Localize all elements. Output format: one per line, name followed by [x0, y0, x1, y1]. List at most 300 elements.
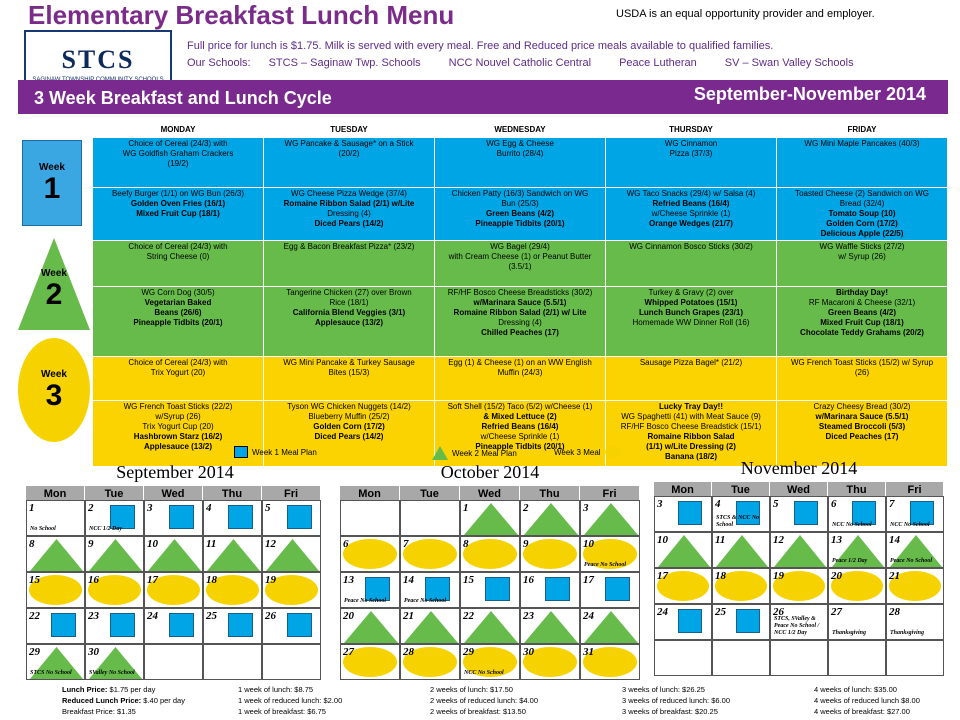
menu-header-row — [93, 121, 948, 138]
menu-item: Egg (1) & Cheese (1) on an WW English — [448, 358, 592, 367]
footer-col — [430, 684, 538, 717]
date-number: 14 — [403, 574, 414, 586]
calendar-day-cell — [203, 608, 262, 644]
date-number: 11 — [715, 534, 726, 546]
footer-line: 1 week of lunch: $8.75 — [238, 685, 314, 694]
menu-item: String Cheese (0) — [146, 252, 210, 261]
menu-item: Lucky Tray Day!! — [658, 402, 724, 411]
menu-item: w/Cheese Sprinkle (1) — [651, 209, 731, 218]
date-number: 3 — [147, 502, 153, 514]
menu-item: WG French Toast Sticks (22/2) — [123, 402, 233, 411]
menu-item: w/Cheese Sprinkle (1) — [480, 432, 560, 441]
square-icon — [794, 501, 818, 525]
menu-cell — [93, 357, 264, 401]
calendar-day-header: Mon — [654, 482, 712, 496]
menu-item: Hashbrown Starz (16/2) — [133, 432, 223, 441]
menu-item: Bites (15/3) — [328, 368, 370, 377]
menu-item: Lunch Bunch Grapes (23/1) — [638, 308, 744, 317]
menu-cell — [777, 401, 948, 467]
school-item: Peace Lutheran — [619, 57, 697, 69]
circle-icon — [343, 539, 397, 569]
menu-item: RF/HF Bosco Cheese Breadstick (15/1) — [620, 422, 762, 431]
menu-item: with Cream Cheese (1) or Peanut Butter — [448, 252, 592, 261]
date-note: Peace 1/2 Day — [832, 558, 868, 564]
week-number: 2 — [45, 277, 63, 311]
menu-item: (26) — [854, 368, 870, 377]
menu-item: Beefy Burger (1/1) on WG Bun (26/3) — [111, 189, 245, 198]
menu-item: Soft Shell (15/2) Taco (5/2) w/Cheese (1) — [447, 402, 593, 411]
date-number: 7 — [889, 498, 895, 510]
week-3-badge — [18, 338, 90, 442]
calendar-day-cell — [770, 604, 828, 640]
calendar-day-cell — [654, 604, 712, 640]
menu-item: Tangerine Chicken (27) over Brown — [286, 288, 412, 297]
date-number: 25 — [715, 606, 726, 618]
date-number: 22 — [463, 610, 474, 622]
menu-item: WG Corn Dog (30/5) — [141, 288, 215, 297]
date-number: 20 — [831, 570, 842, 582]
calendar-title: November 2014 — [740, 458, 858, 478]
menu-cell — [93, 188, 264, 241]
menu-item: Orange Wedges (21/7) — [649, 219, 733, 228]
menu-item: Green Beans (4/2) — [485, 209, 555, 218]
menu-item: (3.5/1) — [508, 262, 532, 271]
footer-col — [622, 684, 730, 717]
menu-item: Romaine Ribbon Salad (2/1) w/ Lite — [453, 308, 587, 317]
school-item: SV – Swan Valley Schools — [724, 57, 854, 69]
calendar-day-header: Mon — [26, 486, 85, 500]
menu-item: WG French Toast Sticks (15/2) w/ Syrup — [790, 358, 934, 367]
menu-item: w/Marinara Sauce (5.5/1) — [815, 412, 909, 421]
date-number: 24 — [657, 606, 668, 618]
page-title: Elementary Breakfast Lunch Menu — [28, 0, 455, 30]
triangle-icon — [30, 539, 83, 571]
footer-line: 4 weeks of breakfast: $27.00 — [814, 707, 910, 716]
calendar-day-cell — [886, 568, 944, 604]
date-note: NCC No School — [832, 522, 872, 528]
menu-item: Muffin (24/3) — [497, 368, 543, 377]
date-number: 24 — [147, 610, 158, 622]
circle-icon — [605, 446, 621, 458]
menu-cell — [606, 401, 777, 467]
calendar-day-cell — [460, 572, 520, 608]
date-number: 17 — [147, 574, 158, 586]
calendar-day-cell — [520, 500, 580, 536]
date-number: 19 — [773, 570, 784, 582]
menu-item: Golden Corn (17/2) — [313, 422, 385, 431]
calendar-day-header: Tue — [712, 482, 770, 496]
footer-col — [62, 684, 185, 717]
date-number: 11 — [206, 538, 217, 550]
menu-row — [93, 188, 948, 241]
date-number: 18 — [206, 574, 217, 586]
calendar-day-cell — [400, 644, 460, 680]
footer-value: $1.75 per day — [107, 685, 156, 694]
menu-item: (1/1) w/Lite Dressing (2) — [646, 442, 736, 451]
calendar-day-cell — [580, 500, 640, 536]
triangle-icon — [432, 446, 448, 460]
footer-line: 4 weeks of lunch: $35.00 — [814, 685, 897, 694]
date-number: 5 — [265, 502, 271, 514]
cycle-title: 3 Week Breakfast and Lunch Cycle — [34, 88, 332, 108]
menu-cell — [264, 188, 435, 241]
date-number: 27 — [831, 606, 842, 618]
menu-row — [93, 401, 948, 467]
price-statement: Full price for lunch is $1.75. Milk is served with every meal. Free and Reduced price meals available to qualified families. — [187, 40, 774, 52]
calendar-day-cell — [85, 608, 144, 644]
menu-item: Mixed Fruit Cup (18/1) — [136, 209, 220, 218]
square-icon — [485, 577, 510, 601]
calendar-day-cell — [520, 572, 580, 608]
menu-table — [92, 120, 948, 467]
date-number: 17 — [583, 574, 594, 586]
calendar-day-header-row — [26, 486, 321, 500]
date-note: NCC 1/2 Day — [89, 526, 122, 532]
date-number: 10 — [583, 538, 594, 550]
date-number: 3 — [657, 498, 663, 510]
menu-row — [93, 287, 948, 357]
circle-icon — [463, 539, 517, 569]
calendar-day-cell — [712, 532, 770, 568]
date-number: 23 — [88, 610, 99, 622]
calendar-day-header: Tue — [400, 486, 460, 500]
menu-item: WG Mini Pancake & Turkey Sausage — [283, 358, 415, 367]
calendar-day-header: Thu — [520, 486, 580, 500]
footer-line: 1 week of breakfast: $6.75 — [238, 707, 326, 716]
date-note: STCS No School — [30, 670, 72, 676]
calendar-day-header: Fri — [886, 482, 944, 496]
menu-cell — [606, 357, 777, 401]
calendar-day-cell — [520, 536, 580, 572]
menu-cell — [435, 138, 606, 188]
menu-cell — [606, 188, 777, 241]
date-number: 9 — [88, 538, 94, 550]
calendar-day-cell — [340, 536, 400, 572]
calendar-day-cell — [85, 572, 144, 608]
calendar-day-cell — [580, 536, 640, 572]
date-number: 16 — [88, 574, 99, 586]
calendar-day-cell — [580, 572, 640, 608]
date-number: 24 — [583, 610, 594, 622]
square-icon — [287, 505, 312, 529]
menu-item: Egg & Bacon Breakfast Pizza* (23/2) — [283, 242, 415, 251]
square-icon — [605, 577, 630, 601]
date-number: 2 — [523, 502, 529, 514]
menu-item: Choice of Cereal (24/3) with — [128, 242, 228, 251]
calendar-day-header: Fri — [262, 486, 321, 500]
menu-item: Pineapple Tidbits (20/1) — [475, 442, 565, 451]
cycle-banner — [18, 80, 948, 114]
date-number: 26 — [773, 606, 784, 618]
date-number: 3 — [583, 502, 589, 514]
menu-item: Crazy Cheesy Bread (30/2) — [813, 402, 911, 411]
menu-item: WG Cinnamon — [664, 139, 718, 148]
calendar-day-cell — [400, 500, 460, 536]
date-number: 4 — [206, 502, 212, 514]
date-number: 12 — [265, 538, 276, 550]
week-2-badge — [16, 236, 92, 332]
footer-value: $.40 per day — [141, 696, 185, 705]
date-note: STCS, SValley & Peace No School / NCC 1/2 Day — [774, 616, 820, 636]
menu-item: WG Pancake & Sausage* on a Stick — [284, 139, 414, 148]
date-note: Peace No School — [344, 598, 386, 604]
calendar-day-cell — [340, 608, 400, 644]
date-number: 19 — [265, 574, 276, 586]
calendar-day-cell — [654, 640, 712, 676]
date-note: SValley No School — [89, 670, 135, 676]
menu-cell — [777, 241, 948, 287]
menu-item: California Blend Veggies (3/1) — [292, 308, 406, 317]
footer-line: 1 week of reduced lunch: $2.00 — [238, 696, 343, 705]
date-note: Thanksgiving — [832, 630, 867, 636]
calendar-grid — [26, 486, 324, 682]
menu-item: Homemade WW Dinner Roll (16) — [632, 318, 750, 327]
calendar-day-cell — [85, 500, 144, 536]
square-icon — [678, 501, 702, 525]
calendar-day-header: Thu — [828, 482, 886, 496]
menu-cell — [264, 241, 435, 287]
footer-col — [238, 684, 342, 717]
date-number: 4 — [715, 498, 721, 510]
legend-week1 — [234, 446, 317, 458]
calendar-day-cell — [144, 608, 203, 644]
calendar-day-cell — [400, 572, 460, 608]
date-number: 5 — [773, 498, 779, 510]
date-number: 18 — [715, 570, 726, 582]
legend-week3 — [554, 446, 621, 458]
week-number: 3 — [45, 378, 63, 412]
square-icon — [51, 613, 76, 637]
menu-cell — [264, 357, 435, 401]
menu-item: Beans (26/6) — [154, 308, 202, 317]
day-header: MONDAY — [93, 121, 264, 138]
triangle-icon — [584, 503, 638, 535]
menu-item: Trix Yogurt Cup (20) — [142, 422, 214, 431]
footer-line: 3 weeks of breakfast: $20.25 — [622, 707, 718, 716]
calendar-day-cell — [828, 640, 886, 676]
schools-label: Our Schools: — [187, 57, 251, 69]
calendar-grid — [654, 482, 944, 678]
calendar-day-header: Wed — [460, 486, 520, 500]
menu-item: Chilled Peaches (17) — [481, 328, 559, 337]
calendar-day-cell — [886, 532, 944, 568]
calendar-day-cell — [262, 644, 321, 680]
calendar-day-cell — [654, 496, 712, 532]
calendar-day-cell — [144, 536, 203, 572]
calendar-day-header: Mon — [340, 486, 400, 500]
calendar-day-cell — [203, 644, 262, 680]
date-number: 31 — [583, 646, 594, 658]
menu-item: (19/2) — [167, 159, 189, 168]
week-label: Week — [39, 161, 65, 173]
menu-item: Pineapple Tidbits (20/1) — [475, 219, 565, 228]
menu-cell — [435, 188, 606, 241]
date-number: 17 — [657, 570, 668, 582]
square-icon — [110, 613, 135, 637]
date-number: 21 — [889, 570, 900, 582]
menu-cell — [264, 138, 435, 188]
date-number: 30 — [523, 646, 534, 658]
menu-item: WG Bagel (29/4) — [490, 242, 550, 251]
menu-cell — [777, 188, 948, 241]
calendar-day-cell — [26, 608, 85, 644]
calendar-day-cell — [26, 536, 85, 572]
calendar-day-cell — [340, 500, 400, 536]
menu-cell — [777, 138, 948, 188]
circle-icon — [403, 539, 457, 569]
menu-item: (20/2) — [338, 149, 360, 158]
calendar-day-cell — [26, 572, 85, 608]
calendar-day-cell — [580, 608, 640, 644]
calendar-day-cell — [770, 640, 828, 676]
date-number: 16 — [523, 574, 534, 586]
week-number: 1 — [43, 171, 61, 205]
date-number: 13 — [831, 534, 842, 546]
date-number: 6 — [831, 498, 837, 510]
menu-item: Applesauce (13/2) — [314, 318, 384, 327]
menu-item: Steamed Broccoli (5/3) — [818, 422, 906, 431]
school-item: NCC Nouvel Catholic Central — [448, 57, 592, 69]
date-number: 10 — [657, 534, 668, 546]
calendar-day-cell — [770, 568, 828, 604]
menu-item: Sausage Pizza Bagel* (21/2) — [639, 358, 743, 367]
calendar-day-cell — [712, 640, 770, 676]
square-icon — [234, 446, 248, 458]
menu-row — [93, 357, 948, 401]
date-number: 13 — [343, 574, 354, 586]
date-number: 6 — [343, 538, 349, 550]
menu-item: Diced Peaches (17) — [825, 432, 899, 441]
calendar-day-cell — [580, 644, 640, 680]
menu-cell — [606, 241, 777, 287]
square-icon — [545, 577, 570, 601]
calendar-grid — [340, 486, 640, 682]
menu-item: Romaine Ribbon Salad (2/1) w/Lite — [283, 199, 415, 208]
day-header: TUESDAY — [264, 121, 435, 138]
legend-week2 — [432, 446, 517, 460]
menu-cell — [606, 287, 777, 357]
date-number: 30 — [88, 646, 99, 658]
calendar-day-cell — [262, 608, 321, 644]
triangle-icon — [89, 539, 142, 571]
calendar-day-cell — [828, 604, 886, 640]
calendar-day-cell — [770, 496, 828, 532]
footer-col — [814, 684, 920, 717]
menu-row — [93, 138, 948, 188]
menu-item: Toasted Cheese (2) Sandwich on WG — [795, 189, 929, 198]
date-note: NCC No School — [890, 522, 930, 528]
menu-item: WG Cinnamon Bosco Sticks (30/2) — [629, 242, 753, 251]
date-number: 25 — [206, 610, 217, 622]
menu-item: WG Waffle Sticks (27/2) — [819, 242, 905, 251]
calendar-day-cell — [85, 644, 144, 680]
triangle-icon — [524, 503, 578, 535]
calendar-day-cell — [828, 496, 886, 532]
menu-item: Delicious Apple (22/5) — [820, 229, 904, 238]
calendar-day-cell — [460, 500, 520, 536]
calendar-day-cell — [828, 532, 886, 568]
week-label: Week — [41, 368, 67, 380]
menu-row — [93, 241, 948, 287]
date-number: 8 — [463, 538, 469, 550]
calendar-day-cell — [203, 572, 262, 608]
date-number: 15 — [463, 574, 474, 586]
menu-item: Golden Oven Fries (16/1) — [130, 199, 226, 208]
calendar-day-cell — [460, 644, 520, 680]
menu-item: Chicken Patty (16/3) Sandwich on WG — [451, 189, 589, 198]
menu-item: Applesauce (13/2) — [143, 442, 213, 451]
month-calendar — [654, 458, 944, 680]
date-number: 29 — [463, 646, 474, 658]
calendar-title: September 2014 — [116, 462, 234, 482]
schools-list — [187, 57, 854, 69]
calendar-day-cell — [262, 500, 321, 536]
day-header: FRIDAY — [777, 121, 948, 138]
calendar-day-cell — [26, 500, 85, 536]
menu-item: Green Beans (4/2) — [827, 308, 897, 317]
calendar-day-cell — [340, 572, 400, 608]
menu-cell — [777, 357, 948, 401]
menu-item: Chocolate Teddy Grahams (20/2) — [800, 328, 924, 337]
menu-cell — [93, 241, 264, 287]
date-number: 2 — [88, 502, 94, 514]
calendar-day-cell — [712, 568, 770, 604]
calendar-day-cell — [886, 604, 944, 640]
menu-item: Choice of Cereal (24/3) with — [128, 139, 228, 148]
calendar-day-header: Fri — [580, 486, 640, 500]
calendar-day-cell — [144, 500, 203, 536]
calendar-title: October 2014 — [440, 462, 540, 482]
date-note: Peace No School — [404, 598, 446, 604]
menu-item: Dressing (4) — [327, 209, 371, 218]
logo-text: STCS — [61, 45, 135, 74]
square-icon — [228, 505, 253, 529]
menu-item: Golden Corn (17/2) — [826, 219, 898, 228]
menu-item: Diced Pears (14/2) — [314, 432, 384, 441]
menu-item: Vegetarian Baked — [144, 298, 212, 307]
menu-item: Mixed Fruit Cup (18/1) — [820, 318, 904, 327]
menu-item: & Mixed Lettuce (2) — [483, 412, 557, 421]
calendar-day-cell — [712, 604, 770, 640]
menu-cell — [777, 287, 948, 357]
square-icon — [228, 613, 253, 637]
menu-item: Pizza (37/3) — [669, 149, 713, 158]
menu-item: Bun (25/3) — [501, 199, 539, 208]
menu-item: WG Mini Maple Pancakes (40/3) — [804, 139, 920, 148]
footer-label: Reduced Lunch Price: — [62, 696, 142, 705]
calendar-day-cell — [400, 536, 460, 572]
date-number: 29 — [29, 646, 40, 658]
calendar-day-cell — [828, 568, 886, 604]
usda-statement: USDA is an equal opportunity provider and employer. — [616, 8, 875, 20]
menu-item: Blueberry Muffin (25/2) — [308, 412, 390, 421]
date-number: 10 — [147, 538, 158, 550]
legend-label: Week 2 Meal Plan — [452, 448, 517, 458]
date-number: 7 — [403, 538, 409, 550]
menu-cell — [93, 287, 264, 357]
date-range: September-November 2014 — [693, 84, 926, 104]
calendar-day-header-row — [654, 482, 944, 496]
calendar-day-cell — [770, 532, 828, 568]
calendar-day-cell — [262, 572, 321, 608]
menu-item: WG Goldfish Graham Crackers — [122, 149, 234, 158]
menu-cell — [435, 287, 606, 357]
footer-label: Lunch Price: — [62, 685, 108, 694]
menu-cell — [606, 138, 777, 188]
date-number: 28 — [889, 606, 900, 618]
square-icon — [736, 609, 760, 633]
calendar-day-header: Wed — [144, 486, 203, 500]
